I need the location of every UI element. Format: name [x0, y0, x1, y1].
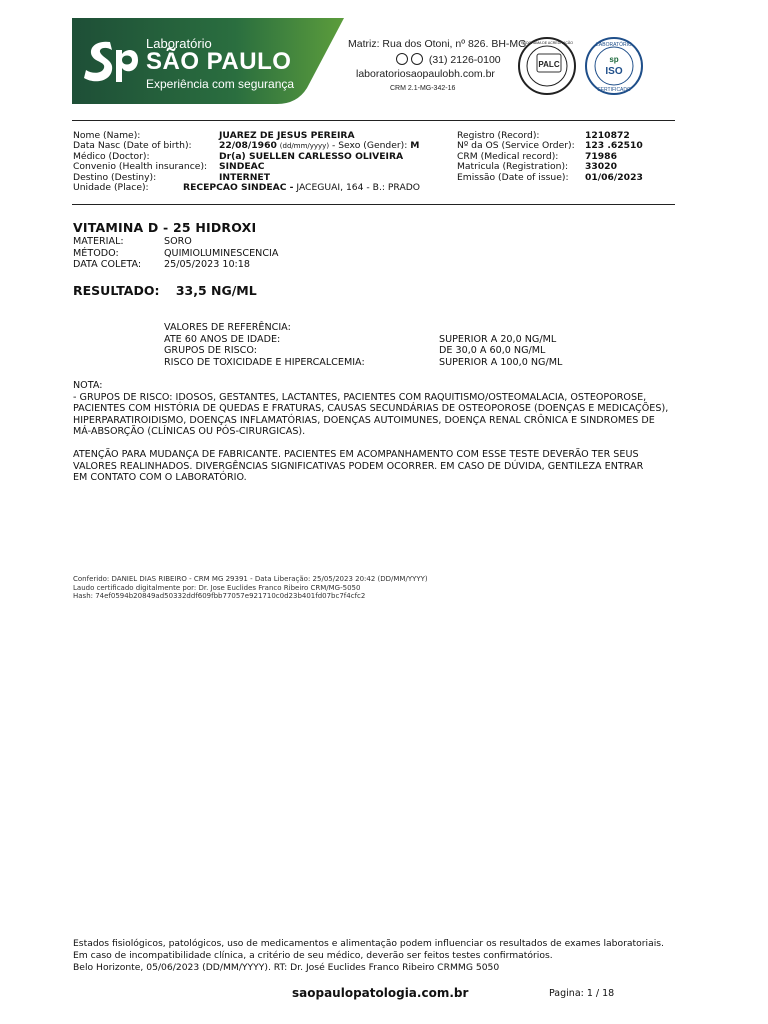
name-label: Nome (Name):: [73, 130, 141, 141]
record-value: 1210872: [585, 130, 630, 141]
collection-label: DATA COLETA:: [73, 259, 142, 270]
crm-label: CRM (Medical record):: [457, 150, 559, 162]
iso-seal-icon: [584, 36, 644, 96]
lab-website[interactable]: laboratoriosaopaulobh.com.br: [356, 68, 495, 80]
reference-block: [164, 322, 562, 368]
reference-value: SUPERIOR A 100,0 NG/ML: [439, 356, 563, 368]
palc-title: PALC: [538, 60, 560, 69]
reference-title: VALORES DE REFERÊNCIA:: [164, 322, 291, 333]
doctor-label: Médico (Doctor):: [73, 150, 150, 162]
patient-name: JUAREZ DE JESUS PEREIRA: [219, 130, 355, 141]
result-value: 33,5 NG/ML: [175, 283, 257, 298]
birth-label: Data Nasc (Date of birth):: [73, 140, 192, 152]
place-rest: JACEGUAI, 164 - B.: PRADO: [296, 182, 421, 193]
note-line: HIPERPARATIROIDISMO, DOENÇAS INFLAMATÓRIAS, DOENÇAS AUTOIMUNES, DOENÇA RENAL CRÔNICA E SINDROMES DE: [73, 414, 655, 426]
reference-value: DE 30,0 A 60,0 NG/ML: [439, 345, 546, 356]
footer-website[interactable]: saopaulopatologia.com.br: [292, 986, 469, 1000]
crm-value: 71986: [585, 150, 617, 162]
place-label: Unidade (Place):: [73, 182, 149, 194]
material-value: SORO: [164, 236, 192, 247]
sex-label: - Sexo (Gender):: [331, 140, 408, 152]
reference-label: GRUPOS DE RISCO:: [164, 345, 257, 356]
place-bold: RECEPCAO SINDEAC -: [183, 182, 294, 193]
material-label: MATERIAL:: [73, 236, 124, 247]
checked-by: Conferido: DANIEL DIAS RIBEIRO - CRM MG 29391 - Data Liberação: 25/05/2023 20:42 (DD/MM/YYYY): [73, 575, 428, 583]
exam-title: VITAMINA D - 25 HIDROXI: [73, 220, 257, 235]
destiny-value: INTERNET: [219, 171, 270, 183]
city-date: Belo Horizonte, 05/06/2023 (DD/MM/YYYY). RT: Dr. José Euclides Franco Ribeiro CRMMG 5050: [73, 962, 500, 973]
iso-title: ISO: [605, 66, 623, 77]
issue-label: Emissão (Date of issue):: [457, 171, 569, 183]
method-label: MÉTODO:: [73, 247, 119, 259]
page-number: Pagina: 1 / 18: [549, 988, 615, 999]
destiny-label: Destino (Destiny):: [73, 171, 157, 183]
attention-block: [73, 449, 643, 484]
reference-value: SUPERIOR A 20,0 NG/ML: [439, 333, 557, 345]
birth-date: 22/08/1960: [219, 140, 277, 152]
method-value: QUIMIOLUMINESCENCIA: [164, 247, 279, 259]
collection-value: 25/05/2023 10:18: [164, 259, 250, 270]
note-line: - GRUPOS DE RISCO: IDOSOS, GESTANTES, LACTANTES, PACIENTES COM RAQUITISMO/OSTEOMALACIA, OSTEOPOROSE,: [73, 391, 647, 403]
registration-label: Matricula (Registration):: [457, 161, 569, 173]
record-label: Registro (Record):: [457, 130, 540, 141]
lab-crm: CRM 2.1-MG-342-16: [390, 85, 456, 92]
signature-block: [73, 575, 428, 601]
doctor-name: Dr(a) SUELLEN CARLESSO OLIVEIRA: [219, 150, 404, 162]
os-label: Nº da OS (Service Order):: [457, 140, 575, 152]
reference-row: [164, 357, 562, 369]
insurance-value: SINDEAC: [219, 161, 265, 173]
hash: Hash: 74ef0594b20849ad50332ddf609fbb77057e921710c0d23b401fd07bc7f4cfc2: [73, 592, 366, 600]
lab-address: Matriz: Rua dos Otoni, nº 826. BH-MG: [348, 38, 527, 50]
attention-line: VALORES REALINHADOS. DIVERGÊNCIAS SIGNIFICATIVAS PODEM OCORRER. EM CASO DE DÚVIDA, GENTILEZA ENTRAR: [73, 460, 644, 472]
palc-ring-text: PROGRAMA DE ACREDITAÇÃO: [521, 41, 573, 45]
disclaimer-block: [73, 938, 664, 974]
reference-row: [164, 334, 562, 346]
note-block: [73, 380, 668, 438]
header-divider: [72, 120, 675, 121]
iso-ring-bottom: CERTIFICADO: [597, 87, 631, 93]
birth-format: (dd/mm/yyyy): [279, 142, 330, 151]
disclaimer-line: Estados fisiológicos, patológicos, uso de medicamentos e alimentação podem influenciar os resultados de exames laboratoriais.: [73, 938, 664, 949]
exam-meta-values: [164, 236, 278, 271]
lab-phone-number: (31) 2126-0100: [428, 54, 501, 66]
os-value: 123 .62510: [585, 140, 643, 152]
registration-value: 33020: [585, 161, 617, 173]
issue-value: 01/06/2023: [585, 171, 643, 183]
iso-sp-logo: sp: [609, 55, 619, 64]
record-labels: [457, 131, 575, 183]
result-row: [73, 283, 257, 298]
reference-row: [164, 345, 562, 357]
logo-tagline: Experiência com segurança: [146, 77, 295, 91]
sp-logo-icon: [82, 36, 142, 86]
record-values: [585, 131, 643, 183]
logo-text-sao-paulo: SÃO PAULO: [146, 48, 292, 75]
reference-label: RISCO DE TOXICIDADE E HIPERCALCEMIA:: [164, 356, 365, 368]
palc-seal-icon: [517, 36, 577, 96]
signed-by: Laudo certificado digitalmente por: Dr. Jose Euclides Franco Ribeiro CRM/MG-5050: [73, 583, 361, 592]
place-value: [183, 183, 420, 193]
phone-icon: [411, 53, 423, 65]
reference-label: ATE 60 ANOS DE IDADE:: [164, 333, 281, 345]
patient-values: [219, 131, 419, 183]
whatsapp-icon: [396, 53, 408, 65]
info-divider: [72, 204, 675, 205]
exam-meta-labels: [73, 236, 141, 271]
note-line: MÁ-ABSORÇÃO (CLÍNICAS OU PÓS-CIRURGICAS).: [73, 426, 306, 437]
sex-value: M: [410, 140, 420, 152]
logo-text-laboratorio: Laboratório: [146, 36, 212, 51]
disclaimer-line: Em caso de incompatibilidade clínica, a critério de seu médico, deverão ser feitos testes confirmatórios.: [73, 950, 553, 961]
note-line: PACIENTES COM HISTÓRIA DE QUEDAS E FRATURAS, CAUSAS SECUNDÁRIAS DE OSTEOPOROSE (DOENÇAS E MEDICAÇÕES),: [73, 403, 669, 414]
note-label: NOTA:: [73, 380, 103, 391]
attention-line: ATENÇÃO PARA MUDANÇA DE FABRICANTE. PACIENTES EM ACOMPANHAMENTO COM ESSE TESTE DEVERÃO TER SEUS: [73, 449, 639, 460]
result-label: RESULTADO:: [73, 283, 160, 298]
lab-phone: [396, 53, 501, 66]
insurance-label: Convenio (Health insurance):: [73, 161, 208, 173]
iso-ring-top: LABORATÓRIO: [596, 42, 632, 48]
attention-line: EM CONTATO COM O LABORATÓRIO.: [73, 472, 247, 483]
